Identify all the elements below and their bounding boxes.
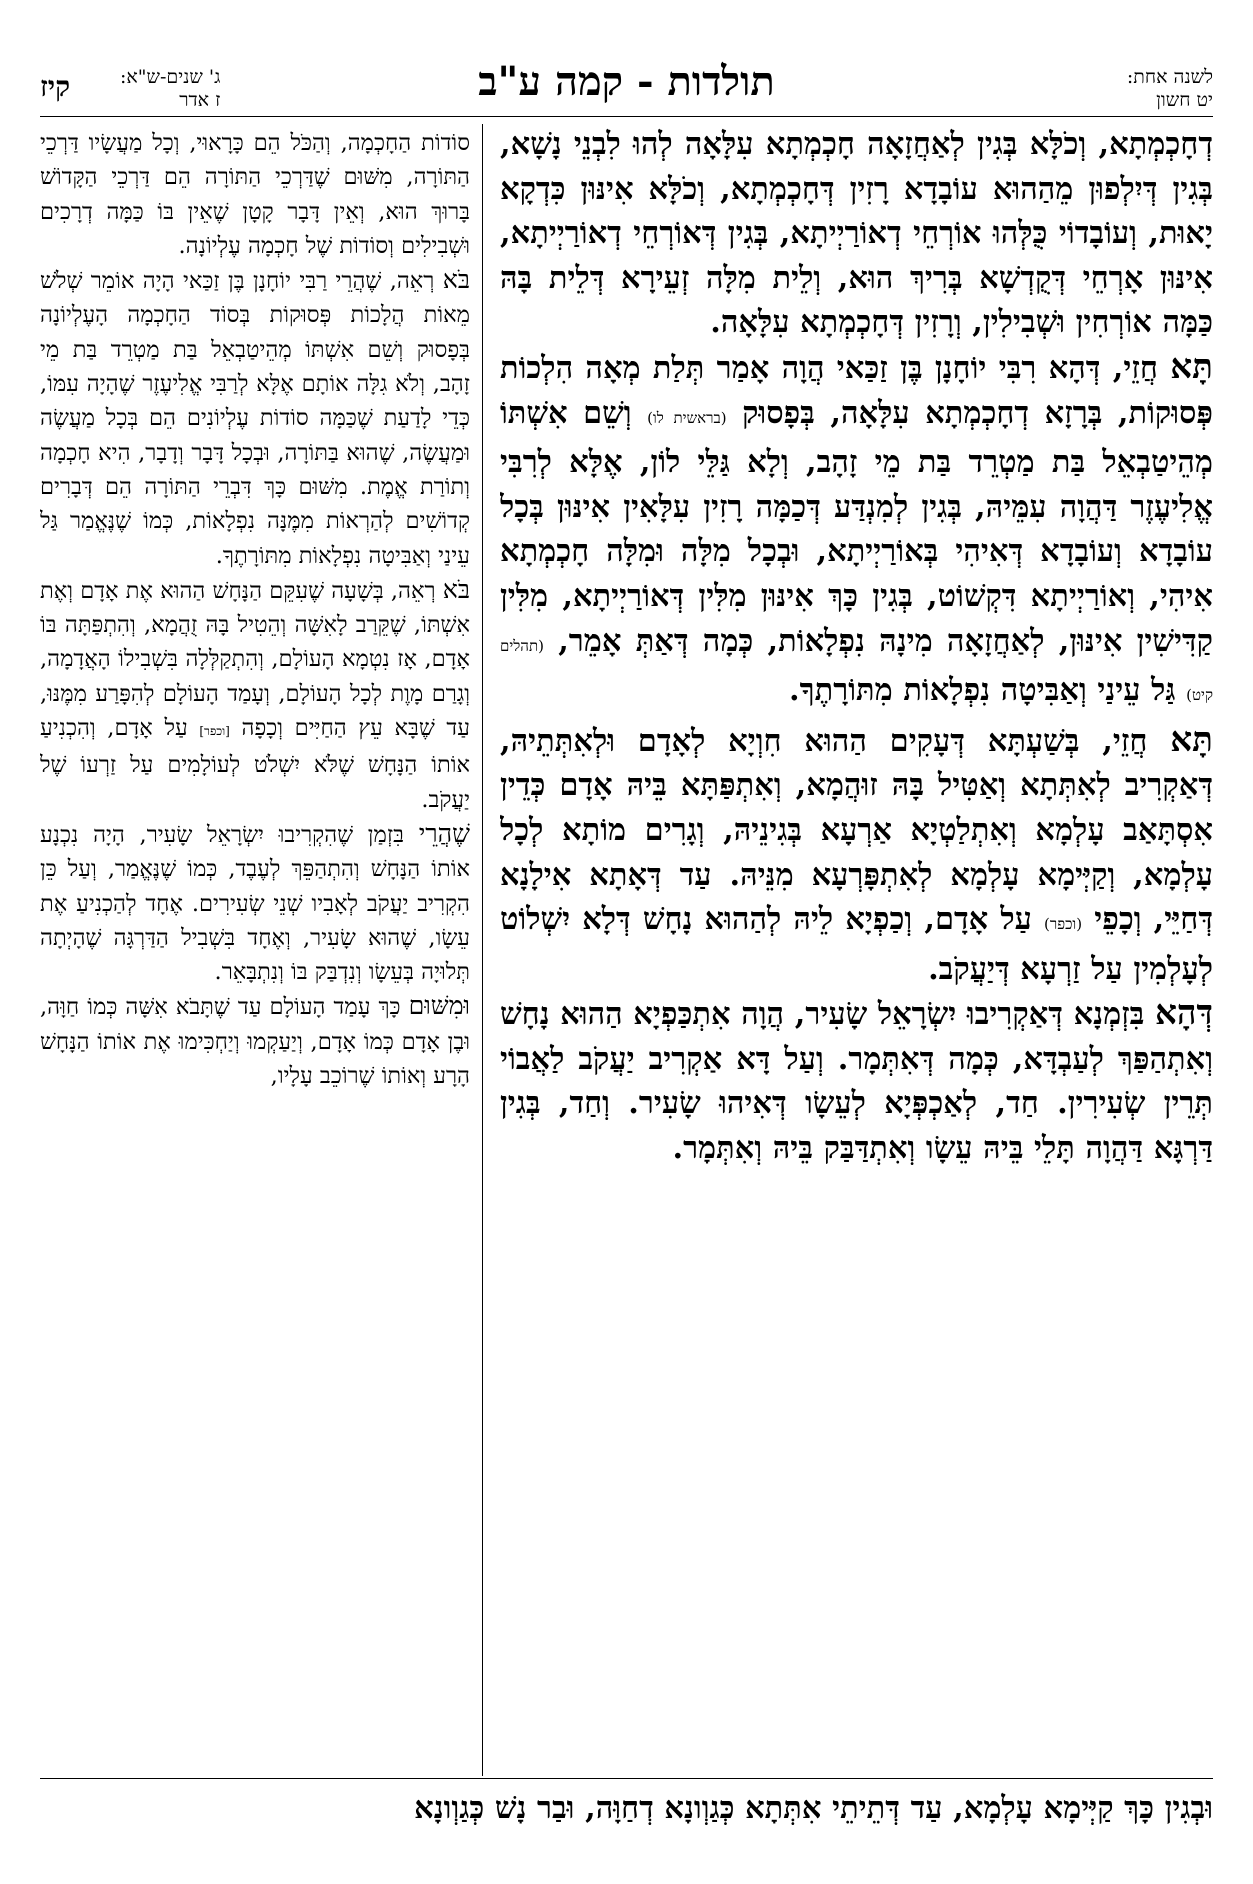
schedule-label-one-year: לשנה אחת: bbox=[1126, 66, 1213, 88]
side-paragraph-3-text-b: עַל אָדָם, וְהִכְנִיעַ אוֹתוֹ הַנָּחָשׁ שֶׁלֹּא יִשְׁלֹט לְעוֹלָמִים עַל זַרְעוֹ שֶׁל יַעֲקֹב. bbox=[40, 715, 470, 813]
paragraph-lead-word: דְּהָא bbox=[1154, 993, 1213, 1034]
column-divider bbox=[482, 124, 483, 1776]
main-paragraph-2-text-b: וְשֵׁם אִשְׁתּוֹ מְהֵיטַבְאֵל בַּת מַטְרֵד בַּת מֵי זָהָב, וְלָא גַּלֵּי לוֹן, אֶלָּא לְרִבִּי אֱלִיעֶזֶר דַּהֲוָה עִמֵּיהּ, בְּגִין לְמִנְדַּע דְּכַמָּה רָזִין עִלָּאִין אִינּוּן בְּכָל עוֹבָדָא וְעוֹבָדָא דְּאִיהִי בְּאוֹרַיְיתָא, וּבְכָל מִלָּה וּמִלָּה חָכְמְתָא אִיהִי, וְאוֹרַיְיתָא דִּקְשׁוֹט, בְּגִין כָּךְ אִינּוּן מִלִּין דְּאוֹרַיְיתָא, מִלִּין קַדִּישִׁין אִינּוּן, לְאַחֲזָאָה מִינָהּ נִפְלָאוֹת, כְּמָה דְּאַתְּ אָמֵר, bbox=[500, 394, 1213, 659]
main-paragraph-4 bbox=[500, 991, 1213, 1170]
main-paragraph-2-text-c: גַּל עֵינַי וְאַבִּיטָה נִפְלָאוֹת מִתּוֹרָתֶךָ. bbox=[789, 672, 1187, 709]
reading-schedule-three-years bbox=[120, 66, 220, 112]
side-paragraph-4-text: בִּזְמַן שֶׁהִקְרִיבוּ יִשְׂרָאֵל שָׂעִיר, הָיָה נִכְנָע אוֹתוֹ הַנָּחָשׁ וְהִתְהַפֵּךְ לְעֶבֶד, כְּמוֹ שֶׁנֶּאֱמַר, וְעַל כֵּן הִקְרִיב יַעֲקֹב לְאָבִיו שְׁנֵי שְׂעִירִים. אֶחָד לְהַכְנִיעַ אֶת עֵשָׂו, שֶׁהוּא שָׂעִיר, וְאֶחָד בִּשְׁבִיל הַדַּרְגָּה שֶׁהָיְתָה תְּלוּיָה בְּעֵשָׂו וְנִדְבַּק בּוֹ וְנִתְבָּאֵר. bbox=[40, 821, 470, 986]
side-paragraph-5-text: כָּךְ עָמַד הָעוֹלָם עַד שֶׁתָּבֹא אִשָּׁה כְּמוֹ חַוָּה, וּבֶן אָדָם כְּמוֹ אָדָם, וְיַעַקְמוּ וְיַחְכִּימוּ אֶת אוֹתוֹ הַנָּחָשׁ הָרָע וְאוֹתוֹ שֶׁרוֹכֵב עָלָיו, bbox=[40, 994, 470, 1090]
main-paragraph-2-text-a: חֲזֵי, דְּהָא רִבִּי יוֹחָנָן בֶּן זַכַּאי הֲוָה אָמַר תְּלַת מְאָה הִלְכוֹת פְּסוּקוֹת, בְּרָזָא דְחָכְמְתָא עִלָּאָה, בְּפָסוּק bbox=[500, 349, 1213, 431]
verse-reference: (בראשית לו) bbox=[647, 408, 727, 427]
main-paragraph-1: דְחָכְמְתָא, וְכֹלָּא בְּגִין לְאַחֲזָאָה חָכְמְתָא עִלָּאָה לְהוּ לִבְנֵי נָשָׁא, בְּגִין דְּיִלְפוּן מֵהַהוּא עוֹבָדָא רָזִין דְּחָכְמְתָא, וְכֹלָּא אִינּוּן כִּדְקָא יָאוּת, וְעוֹבָדוֹי כֻּלְּהוּ אוֹרְחֵי דְאוֹרַיְיתָא, בְּגִין דְּאוֹרְחֵי דְאוֹרַיְיתָא, אִינּוּן אָרְחֵי דְּקֻדְשָׁא בְּרִיךְ הוּא, וְלֵית מִלָּה זְעֵירָא דְּלֵית בָּהּ כַּמָּה אוֹרְחִין וּשְׁבִילִין, וְרָזִין דְּחָכְמְתָא עִלָּאָה. bbox=[500, 126, 1213, 341]
side-paragraph-2 bbox=[40, 263, 470, 573]
paragraph-lead-word: בֹּא bbox=[442, 574, 470, 604]
footer-rule bbox=[40, 1778, 1213, 1779]
schedule-date-one-year: יט חשון bbox=[1156, 89, 1213, 111]
page-header bbox=[40, 52, 1213, 116]
paragraph-lead-word: בֹּא bbox=[442, 265, 470, 295]
verse-reference: (תהלים קיט) bbox=[500, 636, 1213, 705]
paragraph-lead-word: וּמִשּׁוּם bbox=[408, 991, 470, 1021]
main-paragraph-4-text: בִּזְמְנָא דְּאַקְרִיבוּ יִשְׂרָאֵל שָׂעִיר, הֲוָה אִתְכַּפְיָא הַהוּא נָחָשׁ וְאִתְהַפַּךְ לְעַבְדָּא, כְּמָה דְּאִתְּמָר. וְעַל דָּא אַקְרִיב יַעֲקֹב לַאֲבוֹי תְּרֵין שְׂעִירִין. חַד, לְאַכְפְּיָא לְעֵשָׂו דְּאִיהוּ שָׂעִיר. וְחַד, בְּגִין דַּרְגָּא דַּהֲוָה תָּלֵי בֵּיהּ עֵשָׂו וְאִתְדַּבַּק בֵּיהּ וְאִתְּמָר. bbox=[500, 996, 1213, 1167]
paragraph-lead-word: תָּא bbox=[1170, 346, 1213, 387]
paragraph-lead-word: תָּא bbox=[1170, 719, 1213, 760]
page-number: קיז bbox=[40, 70, 71, 103]
side-paragraph-2-text: רְאֵה, שֶׁהֲרֵי רַבִּי יוֹחָנָן בֶּן זַכַּאי הָיָה אוֹמֵר שְׁלֹשׁ מֵאוֹת הֲלָכוֹת פְּסוּקוֹת בְּסוֹד הַחָכְמָה הָעֶלְיוֹנָה בְּפָסוּק וְשֵׁם אִשְׁתּוֹ מְהֵיטַבְאֵל בַּת מַטְרֵד בַּת מֵי זָהָב, וְלֹא גִלָּה אוֹתָם אֶלָּא לְרַבִּי אֱלִיעֶזֶר שֶׁהָיָה עִמּוֹ, כְּדֵי לָדַעַת שֶׁכַּמָּה סוֹדוֹת עֶלְיוֹנִים הֵם בְּכָל מַעֲשֶׂה וּמַעֲשֶׂה, שֶׁהוּא בַּתּוֹרָה, וּבְכָל דָּבָר וְדָבָר, הִיא חָכְמָה וְתוֹרַת אֱמֶת. מִשּׁוּם כָּךְ דִּבְרֵי הַתּוֹרָה הֵם דְּבָרִים קְדוֹשִׁים לְהַרְאוֹת מִמֶּנָּה נִפְלָאוֹת, כְּמוֹ שֶׁנֶּאֱמַר גַּל עֵינַי וְאַבִּיטָה נִפְלָאוֹת מִתּוֹרָתֶךָ. bbox=[40, 268, 470, 569]
variant-reading: [וכפר] bbox=[199, 724, 230, 739]
schedule-label-three-years: ג' שנים-ש"א: bbox=[120, 66, 221, 88]
side-paragraph-3 bbox=[40, 573, 470, 817]
main-paragraph-2 bbox=[500, 345, 1213, 718]
side-paragraph-5 bbox=[40, 989, 470, 1093]
schedule-date-three-years: ז אדר bbox=[179, 89, 221, 111]
main-paragraph-3 bbox=[500, 718, 1213, 992]
side-paragraph-4 bbox=[40, 817, 470, 989]
side-paragraph-3-text-a: רְאֵה, בְּשָׁעָה שֶׁעִקֵּם הַנָּחָשׁ הַהוּא אֶת אָדָם וְאֶת אִשְׁתּוֹ, שֶׁקֵּרַב לָאִשָּׁה וְהֵטִיל בָּהּ זֻהֲמָא, וְהִתְפַּתָּה בּוֹ אָדָם, אָז נִטְמָא הָעוֹלָם, וְהִתְקַלְּלָה בִּשְׁבִילוֹ הָאֲדָמָה, וְגָרַם מָוֶת לְכָל הָעוֹלָם, וְעָמַד הָעוֹלָם לְהִפָּרַע מִמֶּנּוּ, עַד שֶׁבָּא עֵץ הַחַיִּים וְכָפָה bbox=[40, 577, 470, 742]
side-paragraph-1: סוֹדוֹת הַחָכְמָה, וְהַכֹּל הֵם כָּרָאוּי, וְכָל מַעֲשָׂיו דַּרְכֵי הַתּוֹרָה, מִשּׁוּם שֶׁדַּרְכֵי הַתּוֹרָה הֵם דַּרְכֵי הַקָּדוֹשׁ בָּרוּךְ הוּא, וְאֵין דָּבָר קָטָן שֶׁאֵין בּוֹ כַּמָּה דְרָכִים וּשְׁבִילִים וְסוֹדוֹת שֶׁל חָכְמָה עֶלְיוֹנָה. bbox=[40, 130, 470, 259]
page-title: תולדות - קמה ע"ב bbox=[478, 58, 775, 105]
header-rule bbox=[40, 116, 1213, 117]
main-paragraph-3-text-a: חֲזֵי, בְּשַׁעְתָּא דְּעָקִים הַהוּא חִוְיָא לְאָדָם וּלְאִתְּתֵיהּ, דְּאַקְרִיב לְאִתְּתָא וְאַטִּיל בָּהּ זוּהֲמָא, וְאִתְפַּתָּא בֵּיהּ אָדָם כְּדֵין אִסְתָּאַב עָלְמָא וְאִתְלַטְיָא אַרְעָא בְּגִינֵיהּ, וְגָרִים מוֹתָא לְכָל עָלְמָא, וְקַיְּימָא עָלְמָא לְאִתְפָּרְעָא מִנֵּיהּ. עַד דְּאָתָא אִילָנָא דְּחַיֵּי, וְכָפֵי bbox=[500, 722, 1213, 938]
translation-column bbox=[40, 126, 470, 1776]
main-paragraph-3-text-b: עַל אָדָם, וְכַפְיָא לֵיהּ לְהַהוּא נָחָשׁ דְּלָא יִשְׁלוֹט לְעָלְמִין עַל זַרְעָא דְּיַעֲקֹב. bbox=[500, 901, 1213, 987]
variant-reading: (וכפר) bbox=[1044, 915, 1083, 934]
main-text-column bbox=[500, 122, 1213, 1777]
continuation-line: וּבְגִין כָּךְ קַיְּימָא עָלְמָא, עַד דְּתֵיתֵי אִתְּתָא כְּגַוְונָא דְחַוָּה, וּבַר נָשׁ כְּגַוְונָא bbox=[414, 1790, 1213, 1826]
paragraph-lead-word: שֶׁהֲרֵי bbox=[418, 818, 470, 848]
